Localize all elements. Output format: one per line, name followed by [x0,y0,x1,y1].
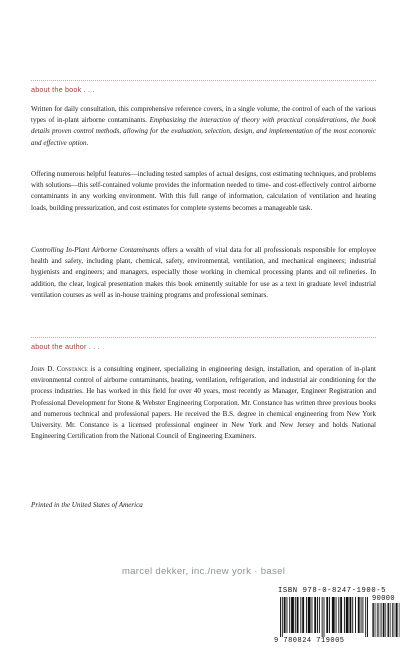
about-book-paragraph-2: Offering numerous helpful features—including tested samples of actual designs, cost estimating techniques, and problems with solutions—this self-contained volume provides the information needed to time- and cost-effectively control airborne contaminants in any working environment. With this full range of information, calculation of ventilation and heating loads, building pressurization, and cost estimates for complete systems becomes a manageable task. [31,170,376,212]
publisher-imprint: marcel dekker, inc./new york · basel [121,566,286,577]
book-title-italic: Controlling In-Plant Airborne Contaminants [31,246,160,254]
printed-in-notice: Printed in the United States of America [31,501,143,509]
divider-middle [31,337,376,338]
divider-top [31,80,376,81]
ean-number: 9 780824 719005 [274,637,345,645]
about-book-p3-text: offers a wealth of vital data for all professionals responsible for employee health and safety, including plant, chemical, safety, environmental, ventilation, and mechanical engineers; industrial hygienists and engineers; and managers, especially those working in chemical processing plants and oil refineries. In addition, the clear, logical presentation makes this book eminently suitable for use as a text in graduate level industrial ventilation courses as well as in-house training programs and professional seminars. [31,246,376,299]
about-book-label: about the book . . . [31,85,95,94]
about-author-paragraph [31,364,376,442]
author-name: John D. Constance [31,365,88,373]
addon-barcode [372,603,400,637]
ean-barcode [280,597,368,637]
about-book-paragraph-3 [31,245,376,301]
isbn-number: ISBN 978-0-8247-1900-5 [278,587,387,595]
barcode-panel [274,586,403,646]
about-author-text: is a consulting engineer, specializing in engineering design, installation, and operation of in-plant environmental control of airborne contaminants, heating, ventilation, refrigeration, and industrial air conditioning for the process industries. He has worked in this field for over 40 years, most recently as Manager, Engineer Registration and Professional Development for Stone & Webster Engineering Corporation. Mr. Constance has written three previous books and numerous technical and professional papers. He received the B.S. degree in chemical engineering from New York University. Mr. Constance is a licensed professional engineer in New York and New Jersey and holds National Engineering Certification from the National Council of Engineering Examiners. [31,365,376,441]
about-author-label: about the author . . . [31,342,100,351]
about-book-p1-emphasis: Emphasizing the interaction of theory with practical considerations, the book details proven control methods, allowing for the evaluation, selection, design, and implementation of the most economic and effective option. [31,116,376,147]
price-addon-number: 90000 [372,595,396,603]
about-book-paragraph-1 [31,104,376,149]
about-book-p1-text: Written for daily consultation, this comprehensive reference covers, in a single volume, the control of each of the various types of in-plant airborne contaminants. [31,105,376,125]
